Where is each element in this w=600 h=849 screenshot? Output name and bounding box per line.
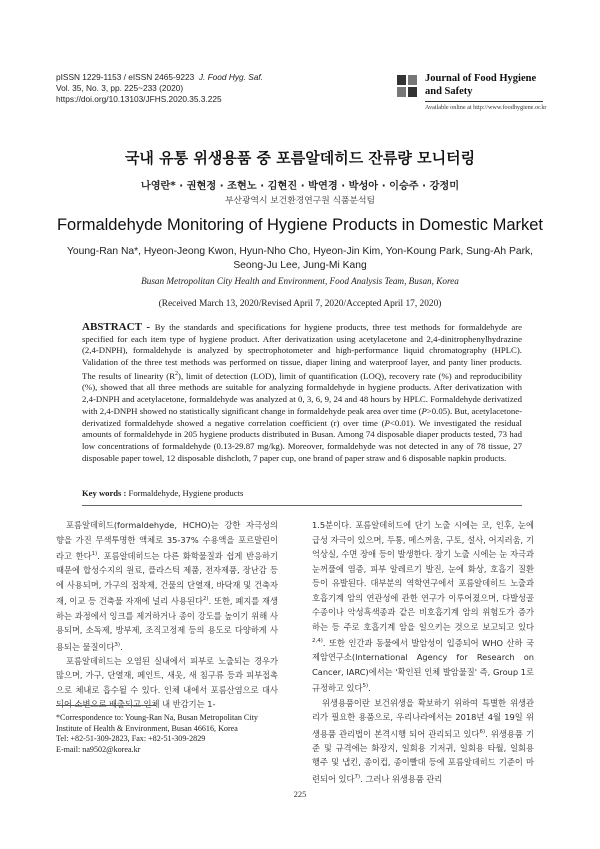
journal-online-url[interactable]: Available online at http://www.foodhygiene.or.kr [425,104,547,111]
authors-korean: 나영란* · 권현정 · 조현노 · 김현진 · 박연경 · 박성아 · 이승주 · 강정미 [140,181,460,192]
title-english: Formaldehyde Monitoring of Hygiene Products in Domestic Market [56,216,544,234]
abstract: ABSTRACT - By the standards and specifications for hygiene products, three test methods for formaldehyde are specified for each item type of hygiene product. After derivatization using acetylacetone and 2,4-dinitrophenylhydrazine (2,4-DNPH), formaldehyde is analyzed by spectrophotometer and high-performance liquid chromatography (HPLC). Validation of the three test methods was performed on tissue, diaper lining and waterproof layer, and panty liner products. The results of linearity $(R^2)$, limit of detection (LOD), limit of quantification (LOQ), recovery rate (%) and reproducibility (%), showed that all three methods are suitable for analyzing formaldehyde in hygiene products. After derivatization with 2,4-DNPH and acetylacetone, formaldehyde was analyzed at 0, 3, 6, 9, 24 and 48 hours by HPLC. Formaldehyde derivatized with 2,4-DNPH showed no statistically significant change in formaldehyde peak area over time (P>0.05). But, acetylacetone-derivatized formaldehyde showed a negative correlation coefficient (r) over time (P<0.01). We investigated the residual amounts of formaldehyde in 205 hygiene products distributed in Busan. Among 74 disposable diaper products tested, 73 had low concentrations of formaldehyde (0.13-29.87 mg/kg). Moreover, formaldehyde was not detected in any of 78 tissue, 27 disposable paper towel, 12 disposable dishcloth, 7 paper cup, one brand of paper straw and 6 disposable napkin products. [82,321,522,463]
keywords [82,488,522,498]
volume-line: Vol. 35, No. 3, pp. 225~233 (2020) [56,83,184,93]
journal-header [395,70,545,112]
journal-name: Journal of Food Hygiene and Safety [425,73,537,97]
header-divider [425,101,543,102]
affiliation-english: Busan Metropolitan City Health and Environment, Food Analysis Team, Busan, Korea [141,276,459,286]
article-meta [56,72,263,105]
received-dates: (Received March 13, 2020/Revised April 7, 2020/Accepted April 17, 2020) [158,299,442,309]
correspondence-footnote: *Correspondence to: Young-Ran Na, Busan Metropolitan City Institute of Health & Environment, Busan 46616, Korea Tel: +82-51-309-2823, Fax: +82-51-309-2829 E-mail: na9502@korea.kr [56,713,258,754]
body-column-left [56,518,278,710]
body-paragraph: 포름알데히드는 오염된 실내에서 피부로 노출되는 경우가 많으며, 가구, 단열재, 페인트, 새옷, 새 침구류 등과 피부접촉으로 체내로 흡수될 수 있다. 인체 내에서 포름산염으로 대사되어 소변으로 배출되고 인체 내 반감기는 1- [56,655,278,710]
footnote-divider [56,705,156,706]
body-paragraph: 위생용품이란 보건위생을 확보하기 위하여 특별한 위생관리가 필요한 용품으로, 우리나라에서는 2018년 4월 19일 위생용품 관리법이 본격시행 되어 관리되고 있다$^{6)}$. 위생용품 기준 및 규격에는 화장지, 일회용 기저귀, 일회용 타월, 일회용 행주 및 냅킨, 종이컵, 종이빨대 등에 포름알데히드 기준이 마련되어 있다$^{7)}$. 그러나 위생용품 관리 [312,697,534,784]
page-number: 225 [293,789,307,799]
body-paragraph: 포름알데히드(formaldehyde, HCHO)는 강한 자극성의 향을 가진 무색투명한 액체로 35-37% 수용액을 포르말린이라고 한다$^{1)}$. 포름알데히드는 다른 화학물질과 쉽게 반응하기 때문에 합성수지의 원료, 플라스틱 제품, 전자제품, 장난감 등에 사용되며, 가구의 접착제, 건물의 단열재, 바닥재 및 건축자재, 이교 등 건축물 자재에 널리 사용된다$^{2)}$. 또한, 폐지를 재생하는 과정에서 잉크를 제거하거나 종이 강도를 높이기 위해 사용되며, 소독제, 방부제, 조직고정제 등의 용도로 다양하게 사용되는 물질이다$^{3)}$. [56,520,278,652]
journal-logo-icon [395,72,421,100]
keywords-text: Formaldehyde, Hygiene products [128,488,244,498]
keywords-divider [82,505,522,506]
affiliation-korean: 부산광역시 보건환경연구원 식품분석팀 [224,196,376,206]
doi-link[interactable]: https://doi.org/10.13103/JFHS.2020.35.3.225 [56,94,222,104]
body-paragraph: 1.5분이다. 포름알데히드에 단기 노출 시에는 코, 인후, 눈에 급성 자극이 있으며, 두통, 메스꺼움, 구토, 설사, 어지러움, 기억상실, 수면 장애 등이 발생한다. 장기 노출 시에는 눈 자극과 눈꺼풀에 염증, 피부 알레르기 발진, 눈에 화상, 호흡기 질환 등이 유발된다. 대부분의 역학연구에서 포름알데히드 노출과 호흡기계 암의 연관성에 관한 연구가 이루어졌으며, 다발성골수종이나 악성흑색종과 같은 비호흡기계 암의 위험도가 증가하는 등 주로 호흡기계 암을 일으키는 것으로 보고되고 있다$^{2,4)}$. 또한 인간과 동물에서 발암성이 입증되어 WHO 산하 국제암연구소(International Agency for Research on Cancer, IARC)에서는 '확인된 인체 발암물질' 즉, Group 1로 규정하고 있다$^{5)}$. [312,520,534,693]
abstract-heading: ABSTRACT - [82,321,155,333]
keywords-label: Key words : [82,488,129,498]
body-column-right [312,518,534,786]
issn-line: pISSN 1229-1153 / eISSN 2465-9223 J. Food Hyg. Saf. [56,72,263,82]
title-korean: 국내 유통 위생용품 중 포름알데히드 잔류량 모니터링 [124,149,476,167]
journal-abbreviation: J. Food Hyg. Saf. [198,72,263,82]
authors-english: Young-Ran Na*, Hyeon-Jeong Kwon, Hyun-Nho Cho, Hyeon-Jin Kim, Yon-Koung Park, Sung-Ah Park, Seong-Ju Lee, Jung-Mi Kang [66,246,534,271]
